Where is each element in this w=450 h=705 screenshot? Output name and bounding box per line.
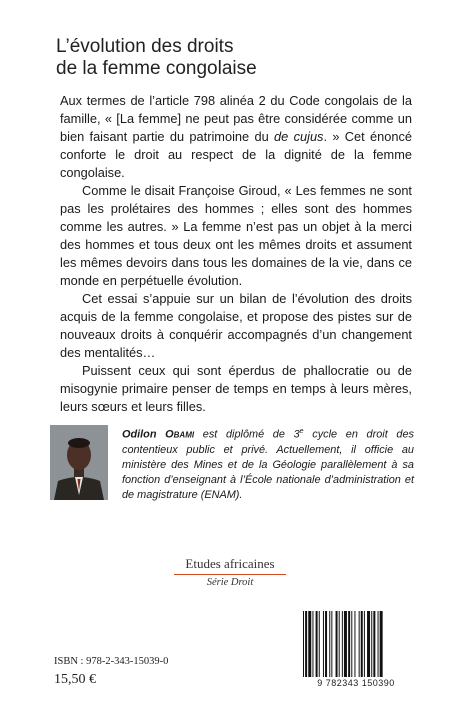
bio-superscript: e (299, 428, 304, 435)
price-label: 15,50 € (54, 672, 96, 687)
barcode-number: 9 782343 150390 (317, 678, 395, 688)
blurb-paragraph-2: Comme le disait Françoise Giroud, « Les femmes ne sont pas les prolétaires des hommes ; elles sont des hommes comme les autres. » La femme n’est pas un objet à la merci des hommes et tous deux ont les mêmes droits et assument les mêmes devoirs dans tous les domaines de la vie, dans ce monde en perpétuelle évolution. (60, 183, 412, 288)
blurb-paragraph-1 (60, 92, 412, 182)
collection-name: Etudes africaines (174, 556, 286, 575)
blurb-paragraph-4: Puissent ceux qui sont éperdus de phallocratie ou de misogynie primaire penser de temps en temps à leurs mères, leurs sœurs et leurs filles. (60, 363, 412, 414)
author-portrait-image (50, 425, 108, 500)
author-name (122, 429, 194, 441)
author-bio (122, 424, 414, 503)
title-line-1: L’évolution des droits (56, 36, 234, 57)
title-line-2: de la femme congolaise (56, 58, 257, 79)
collection-series: Série Droit (206, 577, 254, 588)
bio-text-a: est diplômé de 3 (194, 428, 300, 441)
barcode-icon (300, 611, 412, 677)
blurb-p1-text-b: . » Cet énoncé conforte le droit au respect de la dignité de la femme congolaise. (60, 129, 412, 180)
blurb-p1-text-a: Aux termes de l’article 798 alinéa 2 du Code congolais de la famille, « [La femme] ne peut pas être considérée comme un bien faisant partie du patrimoine du (60, 93, 412, 144)
isbn-label: ISBN : 978-2-343-15039-0 (54, 656, 169, 667)
author-first-name: Odilon (122, 428, 157, 441)
book-title (56, 36, 257, 80)
bio-text-b: cycle en droit des contentieux public et privé. Actuellement, il officie au ministère des Mines et de la Géologie parallèlement à sa fonction d’enseignant à l’École nationale d’administration et de magistrature (ENAM). (122, 428, 414, 501)
author-photo (50, 425, 108, 500)
blurb-p1-italic: de cujus (274, 129, 324, 144)
collection-logo (174, 556, 286, 588)
back-cover-blurb (60, 92, 412, 416)
blurb-paragraph-3: Cet essai s’appuie sur un bilan de l’évolution des droits acquis de la femme congolaise, et propose des pistes sur de nouveaux droits à conquérir accompagnés d’un changement des mentalités… (60, 291, 412, 360)
author-last-name: Obami (165, 428, 195, 441)
